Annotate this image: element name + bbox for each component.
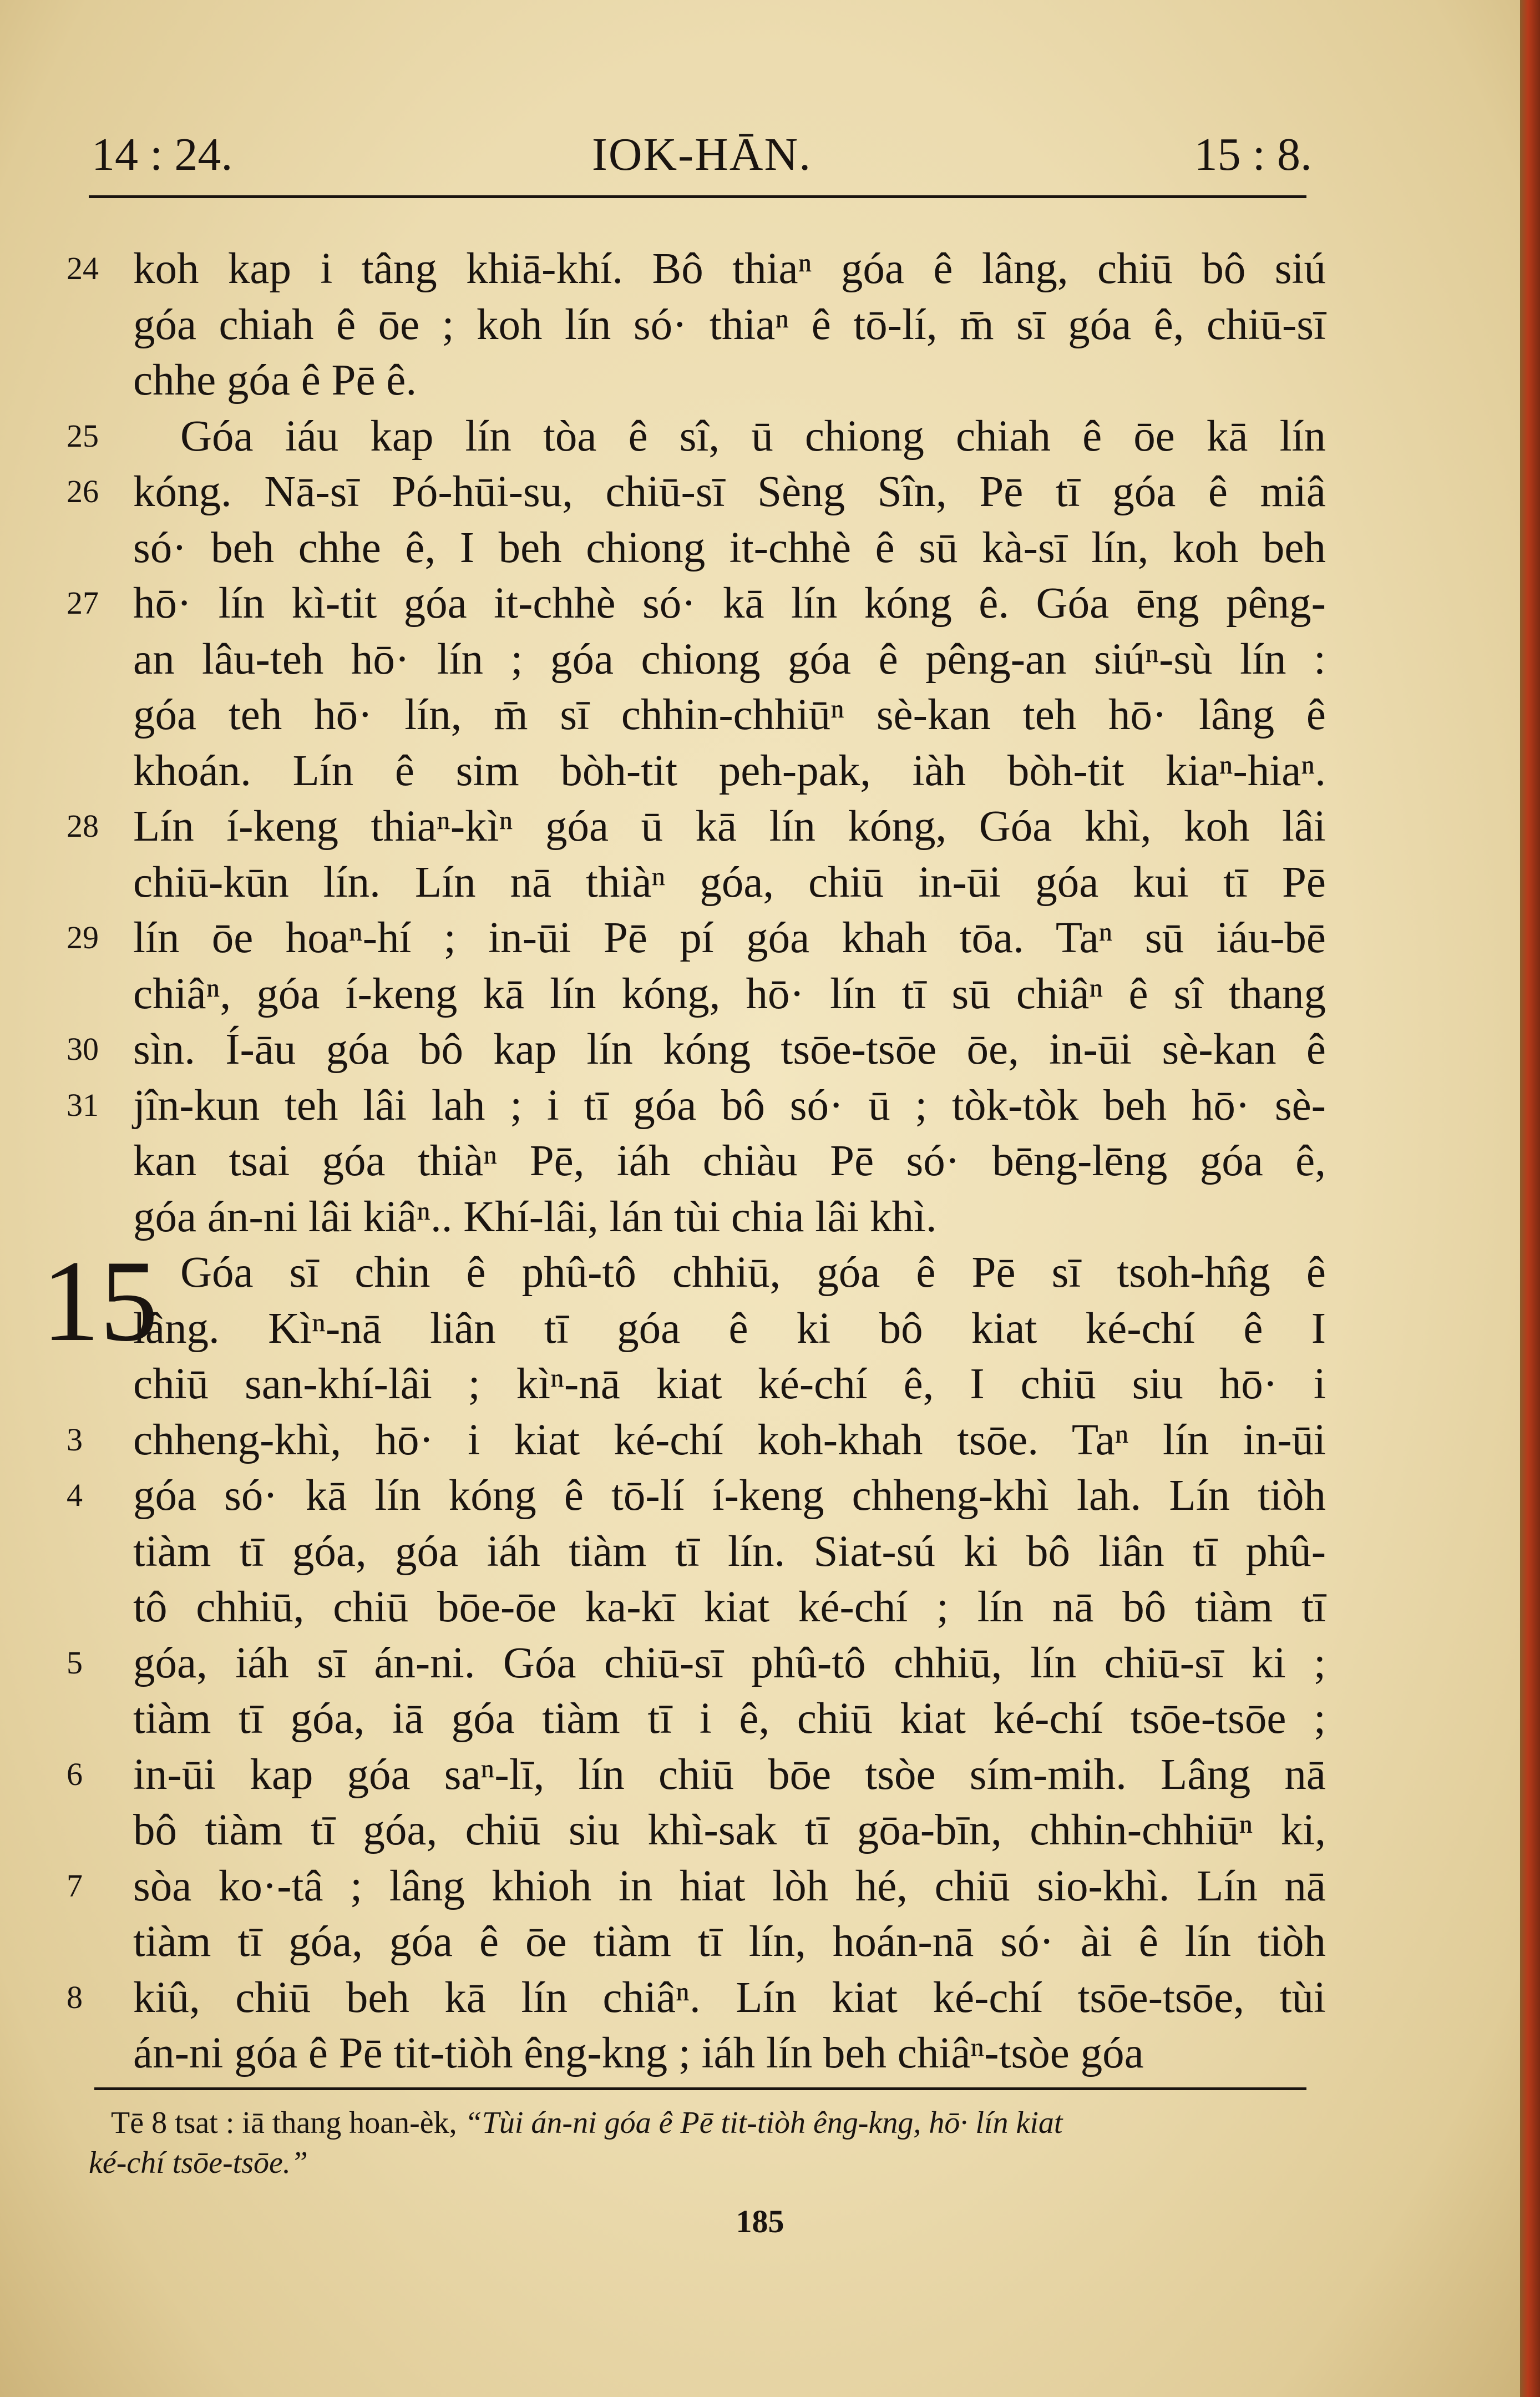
line-text: bô tiàm tī góa, chiū siu khì-sak tī gōa-bīn, chhin-chhiūⁿ ki, bbox=[133, 1806, 1326, 1854]
text-line bbox=[0, 913, 1387, 967]
line-text: kan tsai góa thiàⁿ Pē, iáh chiàu Pē só· bēng-lēng góa ê, bbox=[133, 1137, 1326, 1185]
text-line bbox=[0, 1471, 1387, 1524]
chapter-number: 15 bbox=[42, 1237, 158, 1366]
running-header bbox=[92, 128, 1312, 189]
line-text: chhe góa ê Pē ê. bbox=[133, 356, 417, 404]
line-text: góa án-ni lâi kiâⁿ.. Khí-lâi, lán tùi chia lâi khì. bbox=[133, 1192, 937, 1241]
footnote-quote: “Tùi án-ni góa ê Pē tit-tiòh êng-kng, hō· lín kiat bbox=[464, 2106, 1063, 2140]
verse-number: 29 bbox=[67, 919, 99, 955]
book-edge bbox=[1520, 0, 1540, 2397]
line-text: sòa ko·-tâ ; lâng khioh in hiat lòh hé, chiū sio-khì. Lín nā bbox=[133, 1862, 1326, 1910]
line-text: án-ni góa ê Pē tit-tiòh êng-kng ; iáh lín beh chiâⁿ-tsòe góa bbox=[133, 2029, 1144, 2077]
line-text: tiàm tī góa, iā góa tiàm tī i ê, chiū kiat ké-chí tsōe-tsōe ; bbox=[133, 1695, 1326, 1743]
text-line bbox=[0, 1806, 1387, 1859]
text-line bbox=[0, 1973, 1387, 2026]
verse-number: 24 bbox=[67, 250, 99, 286]
line-text: kóng. Nā-sī Pó-hūi-su, chiū-sī Sèng Sîn, Pē tī góa ê miâ bbox=[133, 468, 1326, 516]
line-text: Góa iáu kap lín tòa ê sî, ū chiong chiah ê ōe kā lín bbox=[180, 412, 1326, 461]
line-text: góa teh hō· lín, m̄ sī chhin-chhiūⁿ sè-kan teh hō· lâng ê bbox=[133, 691, 1326, 739]
line-text: góa chiah ê ōe ; koh lín só· thiaⁿ ê tō-lí, m̄ sī góa ê, chiū-sī bbox=[133, 300, 1326, 349]
text-line bbox=[0, 1917, 1387, 1970]
text-line bbox=[0, 802, 1387, 855]
text-line bbox=[0, 1136, 1387, 1190]
line-text: sìn. Í-āu góa bô kap lín kóng tsōe-tsōe ōe, in-ūi sè-kan ê bbox=[133, 1025, 1326, 1074]
line-text: tiàm tī góa, góa ê ōe tiàm tī lín, hoán-nā só· ài ê lín tiòh bbox=[133, 1918, 1326, 1966]
verse-number: 4 bbox=[67, 1477, 83, 1513]
text-line bbox=[0, 412, 1387, 465]
line-text: chheng-khì, hō· i kiat ké-chí koh-khah tsōe. Taⁿ lín in-ūi bbox=[133, 1415, 1326, 1464]
text-line bbox=[0, 244, 1387, 297]
verse-number: 28 bbox=[67, 808, 99, 844]
text-line bbox=[0, 356, 1387, 409]
line-text: hō· lín kì-tit góa it-chhè só· kā lín kóng ê. Góa ēng pêng- bbox=[133, 579, 1326, 628]
text-line bbox=[0, 1415, 1387, 1469]
line-text: koh kap i tâng khiā-khí. Bô thiaⁿ góa ê lâng, chiū bô siú bbox=[133, 245, 1326, 293]
line-text: só· beh chhe ê, I beh chiong it-chhè ê sū kà-sī lín, koh beh bbox=[133, 523, 1326, 572]
verse-number: 3 bbox=[67, 1421, 83, 1458]
text-line bbox=[0, 300, 1387, 353]
line-text: chiâⁿ, góa í-keng kā lín kóng, hō· lín tī sū chiâⁿ ê sî thang bbox=[133, 969, 1326, 1018]
text-line bbox=[0, 1694, 1387, 1747]
footnote-prefix: Tē 8 tsat : iā thang hoan-èk, bbox=[111, 2106, 465, 2140]
verse-number: 25 bbox=[67, 417, 99, 454]
verse-number: 31 bbox=[67, 1086, 99, 1123]
text-line bbox=[0, 1304, 1387, 1357]
verse-number: 26 bbox=[67, 473, 99, 509]
text-line bbox=[0, 1750, 1387, 1803]
page-number: 185 bbox=[736, 2203, 784, 2239]
verse-number: 7 bbox=[67, 1867, 83, 1904]
text-line bbox=[0, 635, 1387, 688]
header-right-reference: 15 : 8. bbox=[1194, 129, 1312, 180]
line-text: lâng. Kìⁿ-nā liân tī góa ê ki bô kiat ké-chí ê I bbox=[133, 1304, 1326, 1353]
verse-number: 5 bbox=[67, 1644, 83, 1681]
line-text: lín ōe hoaⁿ-hí ; in-ūi Pē pí góa khah tōa. Taⁿ sū iáu-bē bbox=[133, 914, 1326, 962]
line-text: tiàm tī góa, góa iáh tiàm tī lín. Siat-sú ki bô liân tī phû- bbox=[133, 1527, 1326, 1576]
line-text: jîn-kun teh lâi lah ; i tī góa bô só· ū ; tòk-tòk beh hō· sè- bbox=[133, 1081, 1326, 1130]
text-line bbox=[0, 1192, 1387, 1246]
text-line bbox=[0, 523, 1387, 577]
verse-number: 6 bbox=[67, 1756, 83, 1792]
text-line bbox=[0, 1359, 1387, 1413]
text-line bbox=[0, 969, 1387, 1023]
line-text: chiū-kūn lín. Lín nā thiàⁿ góa, chiū in-ūi góa kui tī Pē bbox=[133, 858, 1326, 907]
text-line bbox=[0, 858, 1387, 911]
line-text: chiū san-khí-lâi ; kìⁿ-nā kiat ké-chí ê, I chiū siu hō· i bbox=[133, 1360, 1326, 1408]
book-title: IOK-HĀN. bbox=[591, 129, 812, 180]
text-line bbox=[0, 1862, 1387, 1915]
line-text: Lín í-keng thiaⁿ-kìⁿ góa ū kā lín kóng, Góa khì, koh lâi bbox=[133, 802, 1326, 851]
line-text: Góa sī chin ê phû-tô chhiū, góa ê Pē sī tsoh-hn̂g ê bbox=[180, 1248, 1326, 1297]
line-text: kiû, chiū beh kā lín chiâⁿ. Lín kiat ké-chí tsōe-tsōe, tùi bbox=[133, 1973, 1326, 2022]
line-text: an lâu-teh hō· lín ; góa chiong góa ê pêng-an siúⁿ-sù lín : bbox=[133, 635, 1326, 684]
line-text: góa só· kā lín kóng ê tō-lí í-keng chheng-khì lah. Lín tiòh bbox=[133, 1471, 1326, 1520]
footnote bbox=[89, 2103, 1331, 2183]
text-line bbox=[0, 579, 1387, 632]
text-line bbox=[0, 1582, 1387, 1636]
text-line bbox=[0, 1248, 1387, 1301]
text-line bbox=[0, 690, 1387, 744]
line-text: in-ūi kap góa saⁿ-lī, lín chiū bōe tsòe sím-mih. Lâng nā bbox=[133, 1750, 1326, 1799]
text-line bbox=[0, 467, 1387, 520]
text-line bbox=[0, 1025, 1387, 1078]
line-text: góa, iáh sī án-ni. Góa chiū-sī phû-tô chhiū, lín chiū-sī ki ; bbox=[133, 1639, 1326, 1687]
verse-number: 30 bbox=[67, 1031, 99, 1067]
header-left-reference: 14 : 24. bbox=[92, 129, 233, 180]
footnote-quote-end: ké-chí tsōe-tsōe.” bbox=[89, 2146, 308, 2180]
verse-number: 27 bbox=[67, 585, 99, 621]
text-line bbox=[0, 1527, 1387, 1580]
header-rule bbox=[89, 195, 1306, 198]
text-line bbox=[0, 746, 1387, 800]
line-text: tô chhiū, chiū bōe-ōe ka-kī kiat ké-chí ; lín nā bô tiàm tī bbox=[133, 1583, 1326, 1631]
text-line bbox=[0, 2029, 1387, 2082]
text-line bbox=[0, 1639, 1387, 1692]
line-text: khoán. Lín ê sim bòh-tit peh-pak, iàh bòh-tit kiaⁿ-hiaⁿ. bbox=[133, 746, 1326, 795]
footnote-rule bbox=[94, 2087, 1306, 2090]
text-line bbox=[0, 1081, 1387, 1134]
verse-number: 8 bbox=[67, 1979, 83, 2015]
